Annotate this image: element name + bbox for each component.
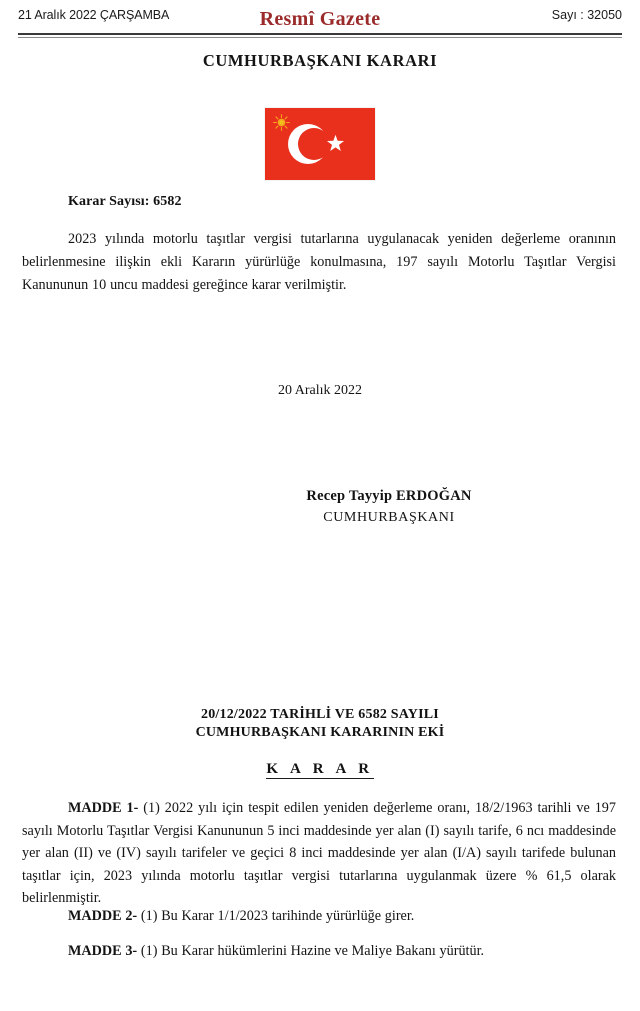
article-1-label: MADDE 1-: [68, 800, 139, 816]
article-3: [22, 940, 616, 963]
annex-heading-line-2: CUMHURBAŞKANI KARARININ EKİ: [195, 725, 445, 740]
article-1: [22, 797, 616, 910]
annex-karar-heading: [0, 760, 640, 778]
signatory-name: Recep Tayyip ERDOĞAN: [306, 488, 472, 504]
flag-container: [0, 108, 640, 180]
article-2: [22, 905, 616, 928]
decree-heading: CUMHURBAŞKANI KARARI: [202, 51, 438, 70]
publication-date: 21 Aralık 2022 ÇARŞAMBA: [18, 8, 170, 22]
article-2-label: MADDE 2-: [68, 908, 138, 924]
masthead: [18, 8, 622, 32]
article-1-text: (1) 2022 yılı için tespit edilen yeniden değerleme oranı, 18/2/1963 tarihli ve 197 sayılı Motorlu Taşıtlar Vergisi Kanununun 5 inci maddesinde yer alan (I) sayılı tarife, 6 ncı maddesinde yer alan (II) ve (IV) sayılı tarifeler ve geçici 8 inci maddesinde yer alan (I/A) sayılı tarifede bulunan taşıtlar için, 2023 yılında motorlu taşıtlar vergisi tutarlarına uygulanmak üzere % 61,5 olarak belirlenmiştir.: [22, 800, 616, 906]
annex-heading: [0, 706, 640, 742]
turkish-flag-icon: [265, 108, 375, 180]
annex-karar-label: K A R A R: [266, 761, 374, 777]
header-divider: [18, 33, 622, 38]
article-3-label: MADDE 3-: [68, 943, 138, 959]
issue-number: Sayı : 32050: [551, 8, 622, 22]
star-shape: [326, 134, 345, 153]
signature-block: [0, 486, 640, 529]
article-3-text: (1) Bu Karar hükümlerini Hazine ve Maliye Bakanı yürütür.: [137, 943, 485, 959]
signatory-title: CUMHURBAŞKANI: [323, 510, 455, 525]
decree-date: 20 Aralık 2022: [278, 383, 362, 398]
divider-thin-line: [18, 37, 622, 38]
article-2-text: (1) Bu Karar 1/1/2023 tarihinde yürürlüğe girer.: [137, 908, 415, 924]
decree-body-text: 2023 yılında motorlu taşıtlar vergisi tutarlarına uygulanacak yeniden değerleme oranının belirlenmesine ilişkin ekli Kararın yürürlüğe konulmasına, 197 sayılı Motorlu Taşıtlar Vergisi Kanununun 10 uncu maddesi gereğince karar verilmiştir.: [22, 231, 616, 293]
sun-emblem-icon: [273, 114, 290, 131]
annex-heading-line-1: 20/12/2022 TARİHLİ VE 6582 SAYILI: [201, 707, 439, 722]
decree-number: Karar Sayısı: 6582: [68, 194, 182, 209]
gazette-title: Resmî Gazete: [259, 8, 381, 30]
